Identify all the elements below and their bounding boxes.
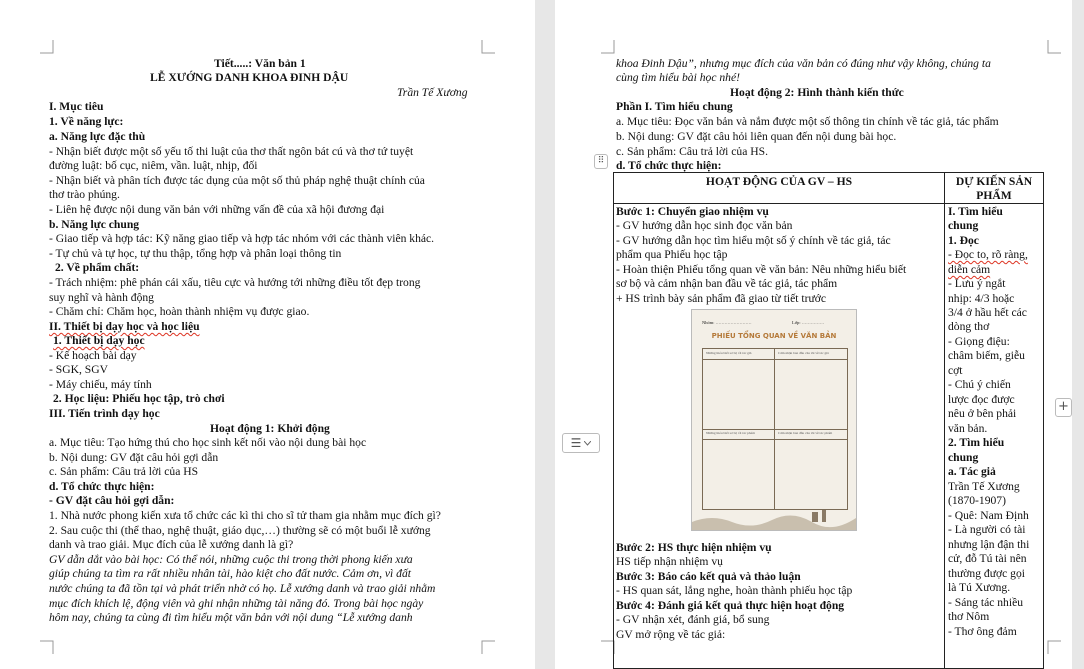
text-line: - Kế hoạch bài dạy	[49, 349, 137, 362]
text-line: - Giao tiếp và hợp tác: Kỹ năng giao tiếp và hợp tác nhóm với các thành viên khác.	[49, 232, 435, 245]
text-line: a. Mục tiêu: Đọc văn bản và nắm được một số thông tin chính về tác giả, tác phẩm	[616, 115, 999, 128]
text-line: - Tự chủ và tự học, tự thu thập, tổng hợp và phân loại thông tin	[49, 247, 342, 260]
lesson-title: LỄ XƯỚNG DANH KHOA ĐINH DẬU	[150, 71, 349, 84]
text-line: châm biếm, giễu	[948, 349, 1025, 362]
text-line: d. Tổ chức thực hiện:	[49, 480, 155, 493]
text-line: GV dẫn dắt vào bài học: Có thể nói, những cuộc thi trong thời phong kiến xưa	[49, 553, 413, 566]
add-column-button[interactable]: +	[1055, 398, 1072, 417]
text-line: Phần I. Tìm hiểu chung	[616, 100, 733, 113]
text-line: 1. Thiết bị dạy học	[53, 334, 145, 347]
margin-mark-top-right	[1047, 40, 1061, 54]
text-line: - Trách nhiệm: phê phán cái xấu, tiêu cực và hướng tới những điều tốt đẹp trong	[49, 276, 421, 289]
text-line: HS tiếp nhận nhiệm vụ	[616, 555, 723, 568]
text-line: - Đọc to, rõ ràng,	[948, 248, 1028, 261]
text-line: nhưng lận đận thi	[948, 538, 1030, 551]
text-line: mục đích khích lệ, động viên và ghi nhận những tài năng đó. Trong bài học ngày	[49, 597, 424, 610]
document-page-1	[0, 0, 535, 669]
table-header-product-label-1: DỰ KIẾN SẢN	[955, 175, 1033, 188]
activity-1-heading: Hoạt động 1: Khởi động	[210, 422, 330, 435]
text-line: b. Năng lực chung	[49, 218, 140, 231]
text-line: GV mở rộng về tác giả:	[616, 628, 726, 641]
text-line: - Hoàn thiện Phiếu tổng quan về văn bản: Nêu những hiểu biết	[616, 263, 907, 276]
text-line: Bước 2: HS thực hiện nhiệm vụ	[616, 541, 772, 554]
margin-mark-bottom-right	[481, 640, 495, 654]
worksheet-name-label: Nhóm: ……………………	[702, 320, 752, 325]
text-line: - Liên hệ được nội dung văn bản với những vấn đề của xã hội đương đại	[49, 203, 385, 216]
text-line: + HS trình bày sản phẩm đã giao từ tiết trước	[616, 292, 827, 305]
text-line: d. Tổ chức thực hiện:	[616, 159, 722, 172]
table-header-activity-label: HOẠT ĐỘNG CỦA GV – HS	[705, 175, 853, 188]
text-line: 1. Về năng lực:	[49, 115, 124, 128]
text-line: nêu ở bên phải	[948, 407, 1017, 420]
vertical-scrollbar[interactable]	[1075, 0, 1084, 669]
text-line: (1870-1907)	[948, 494, 1006, 507]
margin-mark-bottom-left	[40, 640, 54, 654]
text-line: đường luật: bố cục, niêm, vần. luật, nhịp, đối	[49, 159, 258, 172]
text-line: - Sáng tác nhiều	[948, 596, 1024, 609]
text-line: - GV hướng dẫn học sinh đọc văn bản	[616, 219, 793, 232]
margin-mark-top-left	[40, 40, 54, 54]
text-line: - Giọng điệu:	[948, 335, 1010, 348]
text-line: Trần Tế Xương	[948, 480, 1020, 493]
worksheet-grid	[702, 348, 848, 510]
text-line: b. Nội dung: GV đặt câu hỏi gợi dẫn	[49, 451, 219, 464]
text-line: III. Tiến trình dạy học	[49, 407, 160, 420]
text-line: Bước 3: Báo cáo kết quả và thảo luận	[616, 570, 801, 583]
text-line: 2. Tìm hiểu	[948, 436, 1005, 449]
text-line: thơ Nôm	[948, 610, 990, 623]
text-line: nước chúng ta đã tồn tại và phát triển nhờ có họ. Lễ xướng danh và trao giải nhằm	[49, 582, 436, 595]
text-line: a. Tác giả	[948, 465, 996, 478]
worksheet-q3: Những hiểu biết sơ bộ về tác phẩm	[706, 431, 755, 435]
text-line: - Lưu ý ngắt	[948, 277, 1006, 290]
text-line: giúp chúng ta tìm ra rất nhiều nhân tài, hào kiệt cho đất nước. Cảm ơn, vì đất	[49, 567, 411, 580]
worksheet-q4: Cảm nhận ban đầu của tôi về tác phẩm	[778, 431, 833, 435]
text-line: c. Sản phẩm: Câu trả lời của HS	[49, 465, 199, 478]
margin-mark-top-left	[601, 40, 615, 54]
text-line: - GV nhận xét, đánh giá, bổ sung	[616, 613, 770, 626]
margin-mark-bottom-right	[1047, 640, 1061, 654]
text-line: a. Mục tiêu: Tạo hứng thú cho học sinh kết nối vào nội dung bài học	[49, 436, 367, 449]
text-line: văn bản.	[948, 422, 988, 435]
text-line: a. Năng lực đặc thù	[49, 130, 146, 143]
text-line: dòng thơ	[948, 320, 990, 333]
text-line: 2. Sau cuộc thi (thể thao, nghệ thuật, giáo dục,…) thường sẽ có một buổi lễ xướng	[49, 524, 431, 537]
text-line: 2. Về phẩm chất:	[55, 261, 140, 274]
text-line: sơ bộ và cảm nhận ban đầu về tác giả, tác phẩm	[616, 277, 838, 290]
activity-2-heading: Hoạt động 2: Hình thành kiến thức	[730, 86, 904, 99]
text-line: - Chăm chỉ: Chăm học, hoàn thành nhiệm vụ được giao.	[49, 305, 310, 318]
text-line: cợt	[948, 364, 963, 377]
chevron-down-icon	[584, 441, 591, 446]
worksheet-class-label: Lớp: ……………	[792, 320, 825, 325]
text-line: hôm nay, chúng ta cùng đi tìm hiểu một văn bản với nội dung “Lễ xướng danh	[49, 611, 413, 624]
text-line: - SGK, SGV	[49, 363, 108, 376]
text-line: 3/4 ở hầu hết các	[948, 306, 1027, 319]
text-line: - Là người có tài	[948, 523, 1026, 536]
text-line: cử, đỗ Tú tài nên	[948, 552, 1027, 565]
text-line: diễn cảm	[948, 263, 991, 276]
worksheet-q1: Những hiểu biết sơ bộ về tác giả	[706, 351, 752, 355]
text-line: nhịp: 4/3 hoặc	[948, 292, 1015, 305]
text-line: - HS quan sát, lắng nghe, hoàn thành phiếu học tập	[616, 584, 853, 597]
text-line: - Quê: Nam Định	[948, 509, 1029, 522]
text-line: thơ trào phúng.	[49, 188, 120, 201]
text-line: suy nghĩ và hành động	[49, 291, 154, 304]
worksheet-q2: Cảm nhận ban đầu của tôi về tác giả	[778, 351, 829, 355]
layout-options-button[interactable]	[562, 433, 600, 453]
text-line: khoa Đinh Dậu”, nhưng mục đích của văn bản có đúng như vậy không, chúng ta	[616, 57, 991, 70]
text-line: Bước 4: Đánh giá kết quả thực hiện hoạt động	[616, 599, 845, 612]
text-line: I. Mục tiêu	[49, 100, 104, 113]
table-move-handle[interactable]: ⠿	[594, 154, 608, 169]
text-line: thường được gọi	[948, 567, 1025, 580]
text-line: - Nhận biết được một số yếu tố thi luật của thơ thất ngôn bát cú và thơ tứ tuyệt	[49, 145, 414, 158]
text-line: 1. Đọc	[948, 234, 979, 247]
text-line: - GV đặt câu hỏi gợi dẫn:	[49, 494, 175, 507]
text-line: danh và trao giải. Mục đích của lễ xướng danh là gì?	[49, 538, 294, 551]
text-line: 2. Học liệu: Phiếu học tập, trò chơi	[53, 392, 225, 405]
document-page-2	[555, 0, 1072, 669]
margin-mark-top-right	[481, 40, 495, 54]
text-line: cùng tìm hiểu bài học nhé!	[616, 71, 740, 84]
text-line: - Chú ý chiến	[948, 378, 1011, 391]
worksheet-image	[691, 309, 857, 531]
text-line: là Tú Xương.	[948, 581, 1011, 594]
worksheet-decoration	[692, 510, 856, 530]
worksheet-title: PHIẾU TỔNG QUAN VỀ VĂN BẢN	[711, 332, 837, 340]
text-line: chung	[948, 219, 979, 232]
text-line: 1. Nhà nước phong kiến xưa tổ chức các kì thi cho sĩ tử tham gia nhằm mục đích gì?	[49, 509, 441, 522]
text-line: - Máy chiếu, máy tính	[49, 378, 152, 391]
table-header-product-label-2: PHẨM	[976, 189, 1012, 202]
text-line: Bước 1: Chuyển giao nhiệm vụ	[616, 205, 769, 218]
text-line: chung	[948, 451, 979, 464]
text-line: - Thơ ông đảm	[948, 625, 1017, 638]
text-line: II. Thiết bị dạy học và học liệu	[49, 320, 200, 333]
text-line: b. Nội dung: GV đặt câu hỏi liên quan đến nội dung bài học.	[616, 130, 897, 143]
text-line: phẩm qua Phiếu học tập	[616, 248, 728, 261]
lesson-heading: Tiết.....: Văn bản 1	[214, 57, 306, 70]
layout-options-icon: ☰	[570, 436, 582, 450]
text-line: - GV hướng dẫn học tìm hiểu một số ý chính về tác giả, tác	[616, 234, 891, 247]
text-line: c. Sản phẩm: Câu trả lời của HS.	[616, 145, 768, 158]
text-line: I. Tìm hiểu	[948, 205, 1003, 218]
text-line: - Nhận biết và phân tích được tác dụng của một số thủ pháp nghệ thuật chính của	[49, 174, 425, 187]
text-line: lược đọc được	[948, 393, 1015, 406]
author-name: Trần Tế Xương	[397, 86, 468, 99]
